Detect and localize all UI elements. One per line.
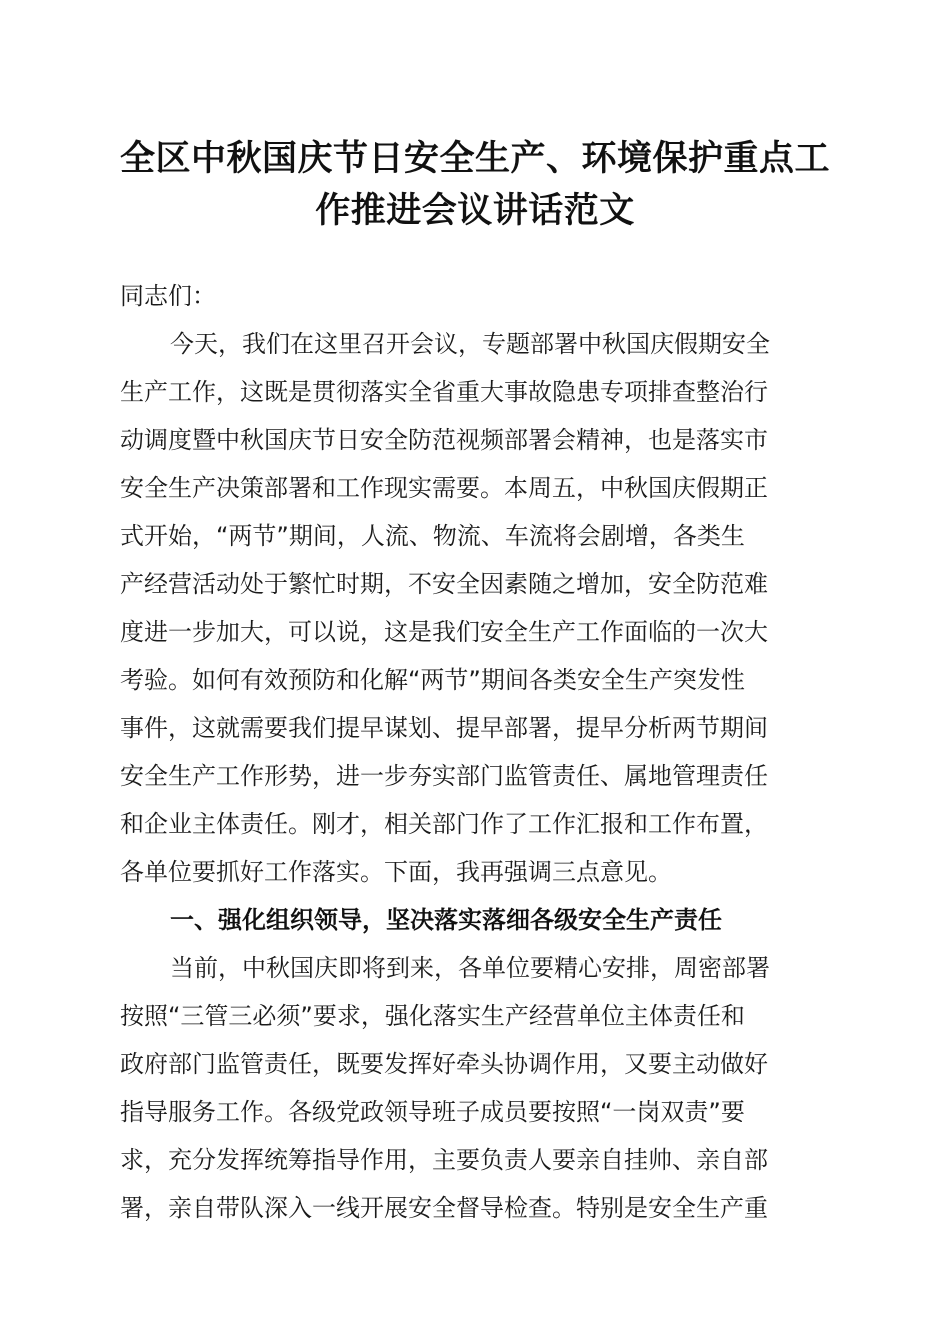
paragraph-line: 产经营活动处于繁忙时期，不安全因素随之增加，安全防范难 <box>120 570 768 598</box>
paragraph-2 <box>120 944 840 1232</box>
paragraph-line: 按照“三管三必须”要求，强化落实生产经营单位主体责任和 <box>120 1002 745 1030</box>
paragraph-line: 指导服务工作。各级党政领导班子成员要按照“一岗双责”要 <box>120 1098 745 1126</box>
paragraph-line: 政府部门监管责任，既要发挥好牵头协调作用，又要主动做好 <box>120 1050 768 1078</box>
paragraph-line: 求，充分发挥统筹指导作用，主要负责人要亲自挂帅、亲自部 <box>120 1146 768 1174</box>
document-title <box>100 133 850 237</box>
paragraph-line: 动调度暨中秋国庆节日安全防范视频部署会精神，也是落实市 <box>120 426 768 454</box>
paragraph-line: 式开始，“两节”期间，人流、物流、车流将会剧增，各类生 <box>120 522 745 550</box>
paragraph-line: 当前，中秋国庆即将到来，各单位要精心安排，周密部署 <box>170 954 770 982</box>
section-1-heading: 一、强化组织领导，坚决落实落细各级安全生产责任 <box>170 906 722 934</box>
title-line-2: 作推进会议讲话范文 <box>315 190 635 231</box>
paragraph-line: 和企业主体责任。刚才，相关部门作了工作汇报和工作布置， <box>120 810 768 838</box>
title-line-1: 全区中秋国庆节日安全生产、环境保护重点工 <box>119 138 830 179</box>
document-body <box>120 272 840 1232</box>
paragraph-1 <box>120 320 840 896</box>
paragraph-line: 度进一步加大，可以说，这是我们安全生产工作面临的一次大 <box>120 618 768 646</box>
salutation: 同志们： <box>120 282 216 310</box>
paragraph-line: 生产工作，这既是贯彻落实全省重大事故隐患专项排查整治行 <box>120 378 768 406</box>
paragraph-line: 署，亲自带队深入一线开展安全督导检查。特别是安全生产重 <box>120 1194 768 1222</box>
paragraph-line: 安全生产决策部署和工作现实需要。本周五，中秋国庆假期正 <box>120 474 768 502</box>
paragraph-line: 考验。如何有效预防和化解“两节”期间各类安全生产突发性 <box>120 666 745 694</box>
paragraph-line: 事件，这就需要我们提早谋划、提早部署，提早分析两节期间 <box>120 714 768 742</box>
paragraph-line: 各单位要抓好工作落实。下面，我再强调三点意见。 <box>120 858 672 886</box>
paragraph-line: 安全生产工作形势，进一步夯实部门监管责任、属地管理责任 <box>120 762 768 790</box>
paragraph-line: 今天，我们在这里召开会议，专题部署中秋国庆假期安全 <box>170 330 770 358</box>
